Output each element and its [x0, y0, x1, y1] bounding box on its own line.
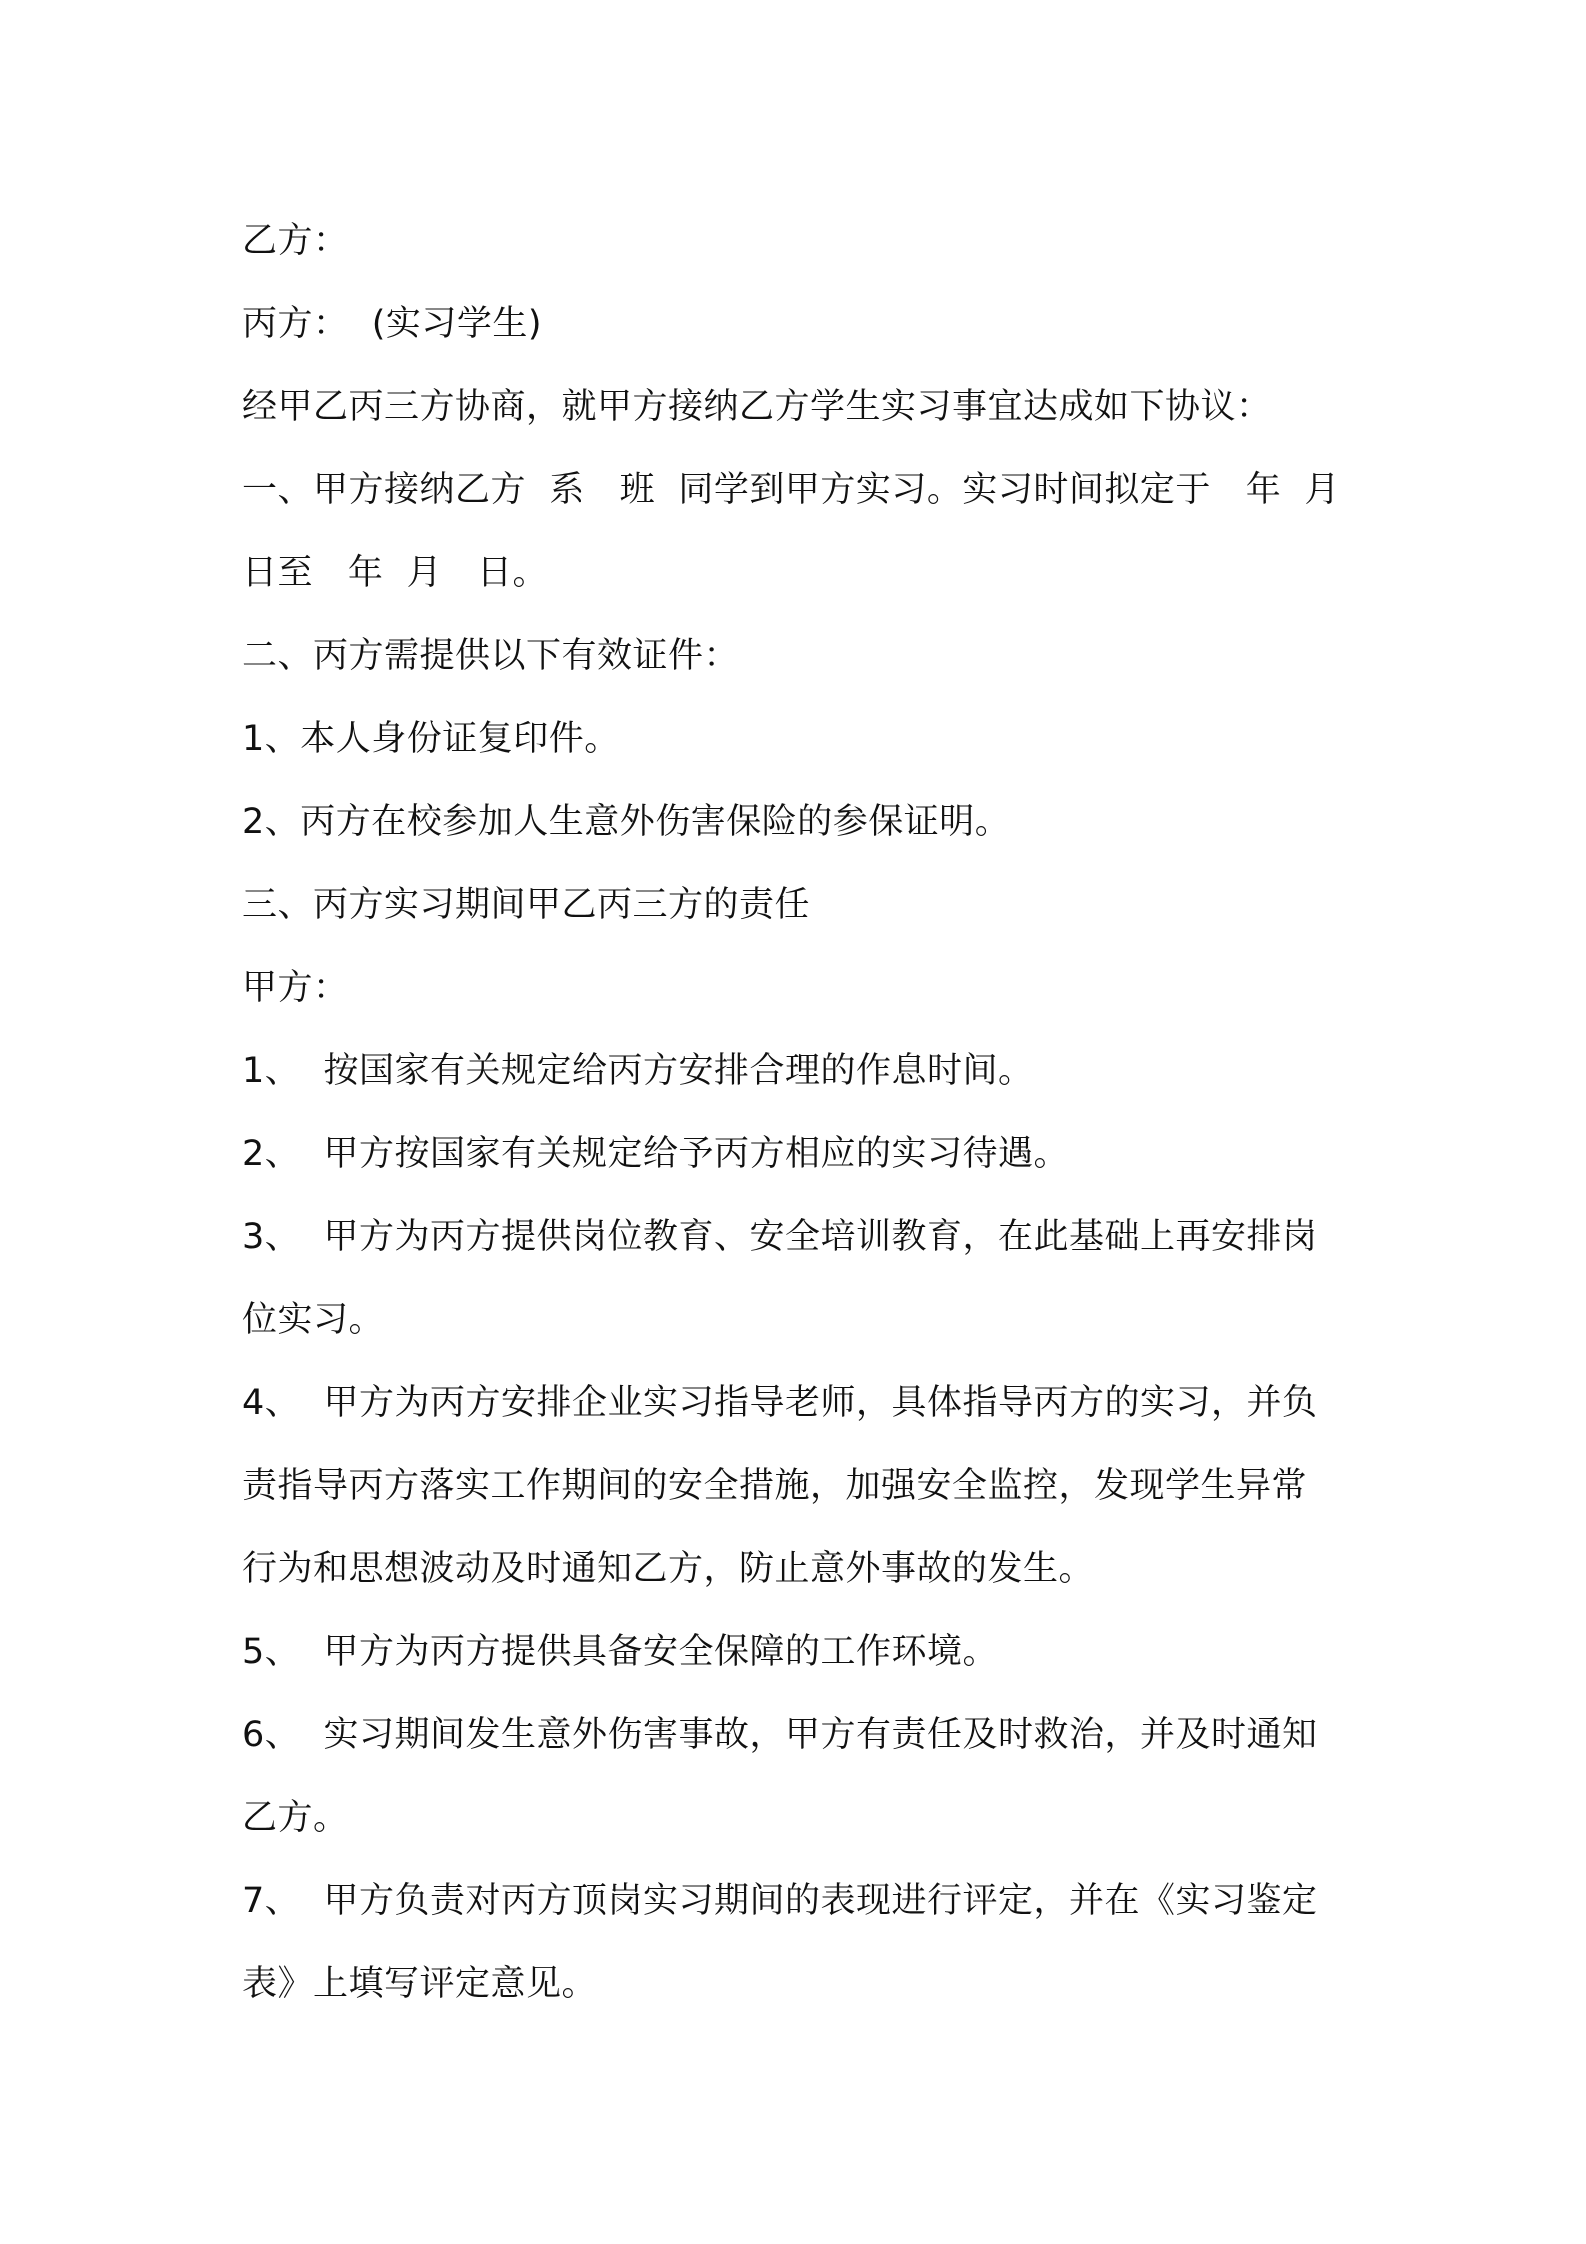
- party-a-item-4-line-3: 行为和思想波动及时通知乙方，防止意外事故的发生。: [242, 1549, 1095, 1589]
- clause-2-item-1: 1、本人身份证复印件。: [242, 719, 620, 759]
- party-a-item-5: 5、 甲方为丙方提供具备安全保障的工作环境。: [242, 1632, 999, 1672]
- party-a-item-7-line-2: 表》上填写评定意见。: [242, 1964, 598, 2004]
- party-a-label: 甲方：: [242, 968, 349, 1008]
- party-b-label: 乙方：: [242, 221, 349, 261]
- clause-1-line-1: 一、甲方接纳乙方 系 班 同学到甲方实习。实习时间拟定于 年 月: [242, 470, 1341, 510]
- party-c-label: 丙方： (实习学生): [242, 304, 543, 344]
- party-a-item-6-line-1: 6、 实习期间发生意外伤害事故，甲方有责任及时救治，并及时通知: [242, 1715, 1318, 1755]
- party-a-item-3-line-2: 位实习。: [242, 1300, 385, 1340]
- clause-3-heading: 三、丙方实习期间甲乙丙三方的责任: [242, 885, 811, 925]
- clause-2-heading: 二、丙方需提供以下有效证件：: [242, 636, 740, 676]
- party-a-item-1: 1、 按国家有关规定给丙方安排合理的作息时间。: [242, 1051, 1034, 1091]
- party-a-item-4-line-1: 4、 甲方为丙方安排企业实习指导老师，具体指导丙方的实习，并负: [242, 1383, 1318, 1423]
- clause-1-line-2: 日至 年 月 日。: [242, 553, 549, 593]
- party-a-item-3-line-1: 3、 甲方为丙方提供岗位教育、安全培训教育，在此基础上再安排岗: [242, 1217, 1318, 1257]
- party-a-item-2: 2、 甲方按国家有关规定给予丙方相应的实习待遇。: [242, 1134, 1070, 1174]
- party-a-item-4-line-2: 责指导丙方落实工作期间的安全措施，加强安全监控，发现学生异常: [242, 1466, 1308, 1506]
- party-a-item-6-line-2: 乙方。: [242, 1798, 349, 1838]
- clause-2-item-2: 2、丙方在校参加人生意外伤害保险的参保证明。: [242, 802, 1011, 842]
- party-a-item-7-line-1: 7、 甲方负责对丙方顶岗实习期间的表现进行评定，并在《实习鉴定: [242, 1881, 1318, 1921]
- agreement-intro: 经甲乙丙三方协商，就甲方接纳乙方学生实习事宜达成如下协议：: [242, 387, 1272, 427]
- document-body: [242, 200, 1362, 2026]
